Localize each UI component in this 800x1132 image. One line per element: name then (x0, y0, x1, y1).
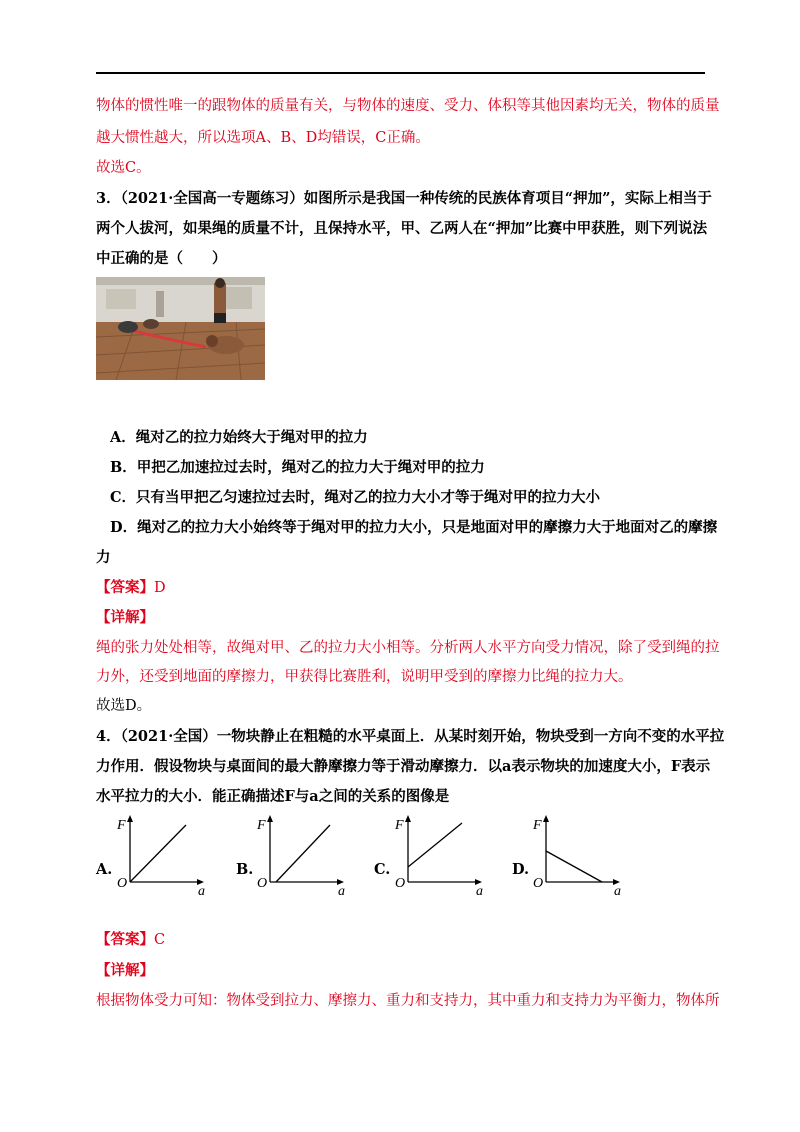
q4-stem-line: 水平拉力的大小．能正确描述F与a之间的关系的图像是 (96, 788, 450, 805)
q3-option-a: A．绳对乙的拉力始终大于绳对甲的拉力 (110, 429, 368, 446)
origin-label: O (117, 876, 128, 891)
graph-label: A. (96, 861, 113, 878)
tug-of-war-photo (96, 277, 265, 380)
q4-explanation-line: 根据物体受力可知：物体受到拉力、摩擦力、重力和支持力，其中重力和支持力为平衡力，物体所 (96, 993, 720, 1009)
x-axis-label: a (476, 884, 483, 895)
q3-stem-line: 3．（2021·全国高一专题练习）如图所示是我国一种传统的民族体育项目“押加”，实际上相当于 (96, 190, 712, 207)
x-axis-label: a (614, 884, 621, 895)
q4-stem-line: 4．（2021·全国）一物块静止在粗糙的水平桌面上．从某时刻开始，物块受到一方向不变的水平拉 (96, 728, 725, 745)
answer-value: D (154, 580, 166, 596)
graph-option-d (512, 813, 662, 895)
y-axis-label: F (257, 818, 266, 833)
conclusion-line: 故选C。 (96, 160, 151, 176)
q3-option-d: D．绳对乙的拉力大小始终等于绳对甲的拉力大小，只是地面对甲的摩擦力大于地面对乙的摩擦 (110, 519, 718, 536)
q3-stem-line: 两个人拔河，如果绳的质量不计，且保持水平，甲、乙两人在“押加”比赛中甲获胜，则下列说法 (96, 220, 708, 237)
q3-explanation-line: 绳的张力处处相等，故绳对甲、乙的拉力大小相等。分析两人水平方向受力情况，除了受到绳的拉 (96, 640, 720, 656)
q3-stem-line: 中正确的是（ ） (96, 250, 227, 267)
graph-label: B. (236, 861, 254, 878)
header-rule (96, 72, 705, 74)
origin-label: O (533, 876, 544, 891)
graph-option-a (96, 813, 246, 895)
q3-answer (96, 578, 166, 598)
origin-label: O (257, 876, 268, 891)
q3-option-d-continued: 力 (96, 549, 111, 566)
graph-label: C. (374, 861, 391, 878)
q4-detail-tag: 【详解】 (96, 962, 154, 979)
q4-stem-line: 力作用．假设物块与桌面间的最大静摩擦力等于滑动摩擦力．以a表示物块的加速度大小，F表示 (96, 758, 711, 775)
y-axis-label: F (395, 818, 404, 833)
x-axis-label: a (198, 884, 205, 895)
y-axis-label: F (533, 818, 542, 833)
origin-label: O (395, 876, 406, 891)
q3-explanation-line: 力外，还受到地面的摩擦力，甲获得比赛胜利，说明甲受到的摩擦力比绳的拉力大。 (96, 669, 633, 685)
explanation-line: 物体的惯性唯一的跟物体的质量有关，与物体的速度、受力、体积等其他因素均无关，物体的质量 (96, 98, 720, 114)
graph-option-c (374, 813, 524, 895)
answer-value: C (154, 932, 166, 948)
graph-option-b (236, 813, 386, 895)
q3-option-b: B．甲把乙加速拉过去时，绳对乙的拉力大于绳对甲的拉力 (110, 459, 485, 476)
y-axis-label: F (117, 818, 126, 833)
answer-tag: 【答案】 (96, 931, 154, 948)
explanation-line: 越大惯性越大，所以选项A、B、D均错误，C正确。 (96, 130, 430, 146)
q3-detail-tag: 【详解】 (96, 609, 154, 626)
q4-answer (96, 930, 165, 950)
x-axis-label: a (338, 884, 345, 895)
q3-option-c: C．只有当甲把乙匀速拉过去时，绳对乙的拉力大小才等于绳对甲的拉力大小 (110, 489, 601, 506)
answer-tag: 【答案】 (96, 579, 154, 596)
graph-label: D. (512, 861, 530, 878)
q3-conclusion: 故选D。 (96, 698, 152, 714)
